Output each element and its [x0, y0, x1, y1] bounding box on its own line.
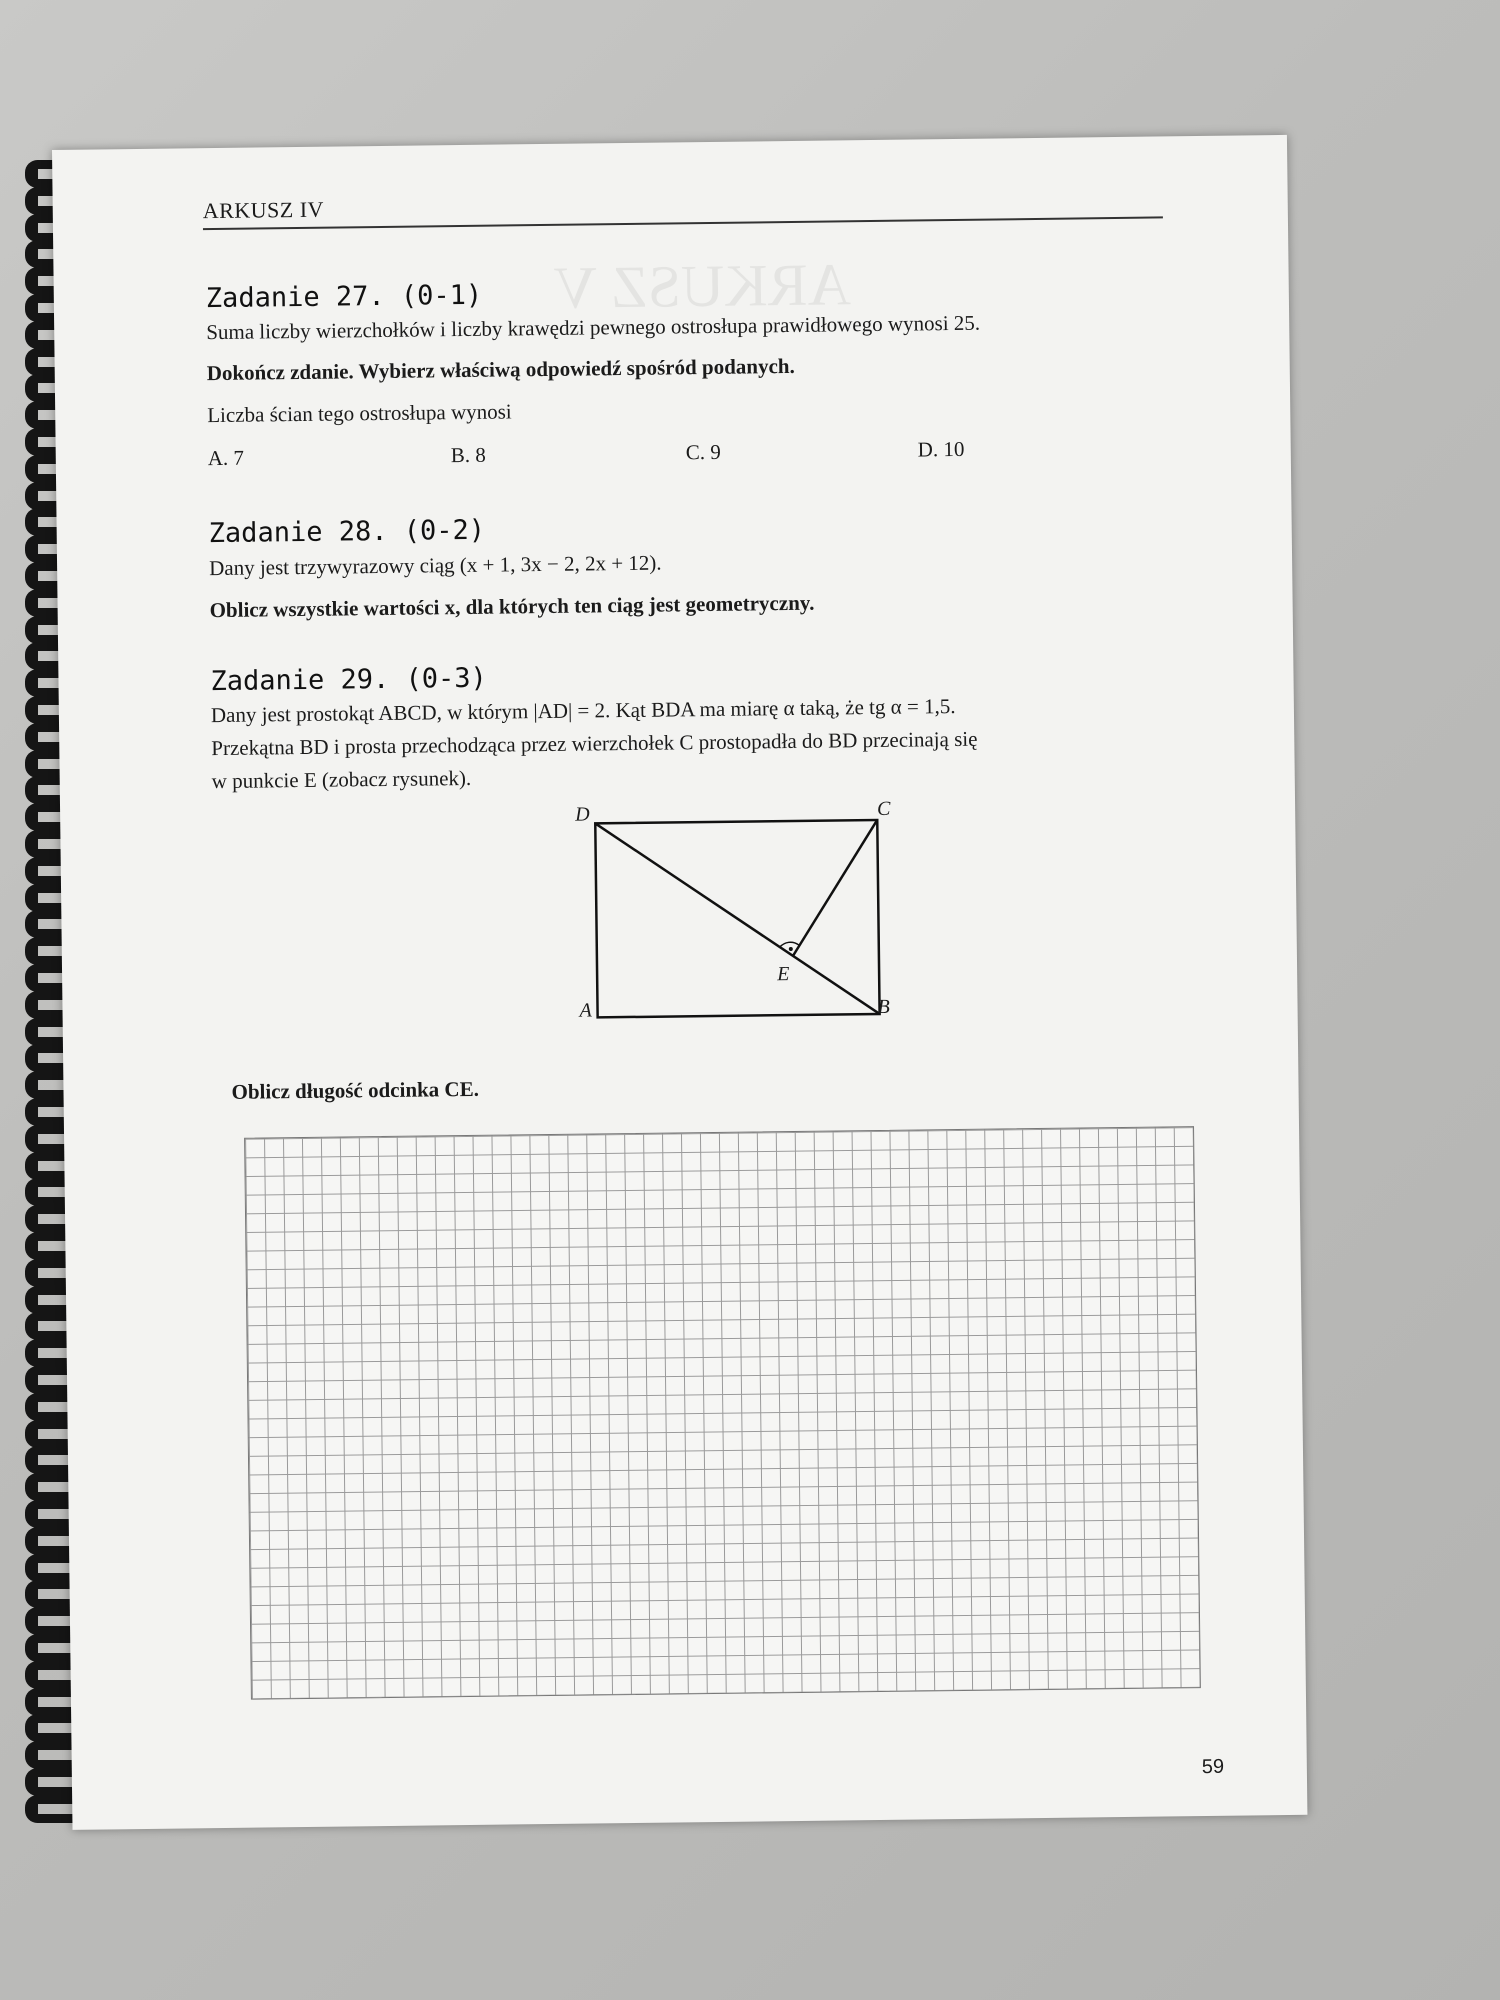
task-27-option-d[interactable]: D. 10 [917, 436, 965, 462]
segment-ce [791, 820, 879, 956]
task-27-text: Suma liczby wierzchołków i liczby krawędzi pewnego ostrosłupa prawidłowego wynosi 25. [206, 310, 981, 345]
label-b: B [877, 995, 890, 1018]
task-27-option-c[interactable]: C. 9 [685, 439, 721, 465]
task-28-text: Dany jest trzywyrazowy ciąg (x + 1, 3x − 2, 2x + 12). [208, 550, 662, 581]
label-e: E [776, 963, 790, 986]
page-header: ARKUSZ IV [203, 186, 1163, 230]
workbook-page [52, 135, 1307, 1830]
right-angle-dot [789, 947, 793, 951]
bleed-through-text: ARKUSZ V [553, 251, 852, 321]
answer-grid[interactable] [244, 1126, 1201, 1700]
rectangle-figure [575, 799, 958, 1024]
task-28-instruction: Oblicz wszystkie wartości x, dla których ten ciąg jest geometryczny. [209, 590, 815, 623]
task-29-line-1: Dany jest prostokąt ABCD, w którym |AD| = 2. Kąt BDA ma miarę α taką, że tg α = 1,5. [210, 694, 956, 728]
diagonal-bd [595, 820, 879, 1017]
task-27-instruction: Dokończ zdanie. Wybierz właściwą odpowiedź spośród podanych. [206, 353, 795, 386]
task-27-stem: Liczba ścian tego ostrosłupa wynosi [207, 399, 512, 428]
task-29-instruction: Oblicz długość odcinka CE. [231, 1076, 480, 1104]
label-d: D [575, 803, 590, 826]
rectangle-diagram [575, 799, 958, 1024]
task-29-line-3: w punkcie E (zobacz rysunek). [211, 765, 472, 794]
right-angle-mark [780, 942, 799, 947]
task-27-option-a[interactable]: A. 7 [207, 445, 245, 471]
page-number: 59 [1201, 1755, 1225, 1779]
task-29-title: Zadanie 29. (0-3) [210, 662, 488, 698]
task-29-line-2: Przekątna BD i prosta przechodząca przez wierzchołek C prostopadła do BD przecinają się [211, 726, 978, 761]
task-28-title: Zadanie 28. (0-2) [208, 514, 486, 550]
task-27-title: Zadanie 27. (0-1) [205, 279, 483, 315]
label-c: C [876, 797, 891, 820]
label-a: A [579, 999, 592, 1022]
task-27-option-b[interactable]: B. 8 [450, 442, 486, 468]
